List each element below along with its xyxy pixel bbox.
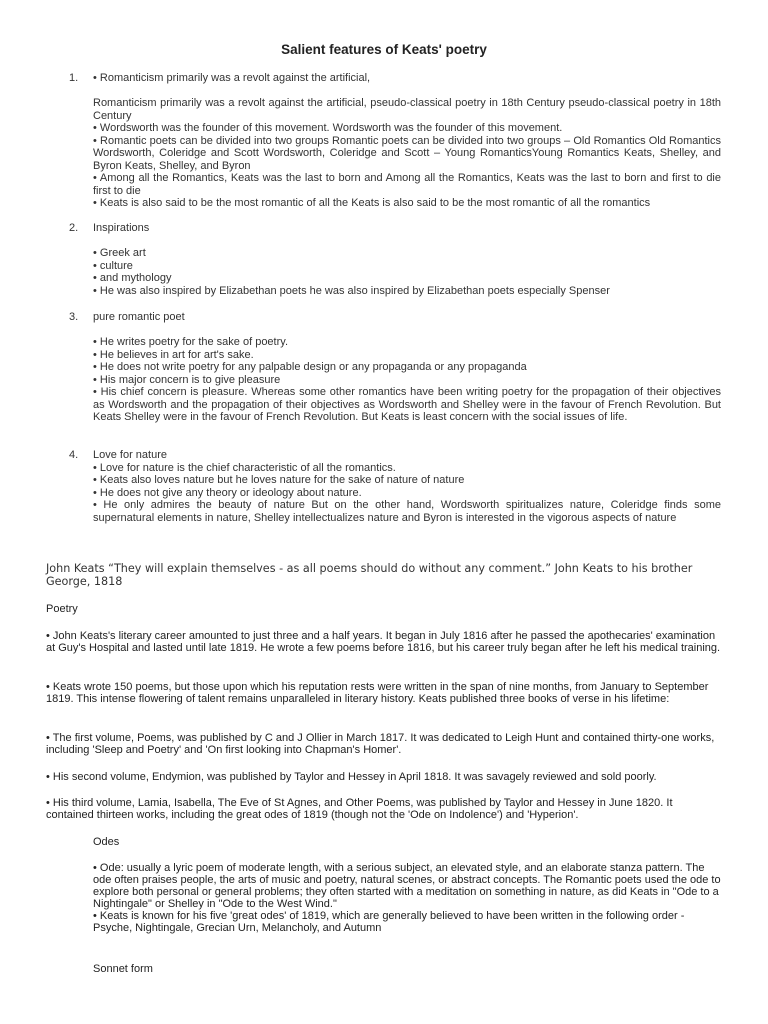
list-number: 2. (69, 222, 79, 234)
section-line: • His major concern is to give pleasure (93, 373, 281, 386)
section-line: • Keats is also said to be the most romantic of all the Keats is also said to be the most romantic of all the romantics (93, 197, 651, 209)
odes-heading: Odes (93, 836, 120, 848)
poetry-heading: Poetry (46, 603, 78, 615)
odes-block (93, 862, 723, 934)
section-heading: • Romanticism primarily was a revolt against the artificial, (93, 72, 371, 84)
section-line: Romanticism primarily was a revolt against the artificial, pseudo-classical poetry in 18th Century pseudo-classical poetry in 18th Century (93, 97, 721, 122)
section-line: • Wordsworth was the founder of this movement. Wordsworth was the founder of this movement. (93, 122, 563, 134)
poetry-paragraph: • His second volume, Endymion, was published by Taylor and Hessey in April 1818. It was savagely reviewed and sold poorly. (46, 771, 657, 783)
poetry-paragraph: • Keats wrote 150 poems, but those upon which his reputation rests were written in the span of nine months, from January to September 1819. This intense flowering of talent remains unparalleled in literary history. Keats published three books of verse in his lifetime: (46, 681, 709, 705)
poetry-paragraph: • His third volume, Lamia, Isabella, The Eve of St Agnes, and Other Poems, was published by Taylor and Hessey in June 1820. It contained thirteen works, including the great odes of 1819 (though not the 'Ode on Indolence') and 'Hyperion'. (46, 797, 673, 821)
list-number: 4. (69, 449, 79, 461)
section-line: • He was also inspired by Elizabethan poets he was also inspired by Elizabethan poets especially Spenser (93, 284, 610, 297)
keats-quote: John Keats “They will explain themselves - as all poems should do without any comment.” John Keats to his brother George, 1818 (46, 562, 693, 588)
section-heading: Love for nature (93, 449, 167, 461)
section-line: • Among all the Romantics, Keats was the last to born and Among all the Romantics, Keats was the last to born and first to die first to die (93, 172, 721, 197)
poetry-paragraph: • The first volume, Poems, was published by C and J Ollier in March 1817. It was dedicated to Leigh Hunt and contained thirty-one works, including 'Sleep and Poetry' and 'On first looking into Chapman's Homer'. (46, 732, 715, 756)
section-line: • He writes poetry for the sake of poetry. (93, 336, 289, 348)
section-line: • He does not write poetry for any palpable design or any propaganda or any propaganda (93, 361, 527, 373)
list-number: 3. (69, 311, 79, 323)
section-line: • Greek art (93, 247, 146, 259)
list-item-pure-romantic-poet (69, 311, 721, 424)
section-line: • His chief concern is pleasure. Whereas some other romantics have been writing poetry for the propagation of their objectives as Wordsworth and the propagation of their objectives as Wordsworth and Shelley were in the favour of French Revolution. But Keats Shelley were in the favour of French Revolution. But Keats is least concern with the social issues of life. (93, 386, 721, 423)
section-line: • culture (93, 259, 133, 272)
section-heading: Inspirations (93, 222, 150, 234)
list-item-love-for-nature (69, 449, 721, 524)
list-number: 1. (69, 72, 79, 84)
section-line: • He believes in art for art's sake. (93, 348, 254, 361)
section-line: • Love for nature is the chief characteristic of all the romantics. (93, 461, 396, 474)
sonnet-heading: Sonnet form (93, 963, 153, 975)
section-line: • Keats also loves nature but he loves nature for the sake of nature of nature (93, 474, 465, 486)
section-line: • He only admires the beauty of nature But on the other hand, Wordsworth spiritualizes nature, Coleridge finds some supernatural elements in nature, Shelley intellectualizes nature and Byron is interested in the vigorous aspects of nature (93, 499, 721, 524)
section-line: • Romantic poets can be divided into two groups Romantic poets can be divided into two groups – Old Romantics Old Romantics Wordsworth, Coleridge and Scott Wordsworth, Coleridge and Scott – Young RomanticsYoung Romantics Keats, Shelley, and Byron Keats, Shelley, and Byron (93, 134, 721, 172)
list-item-inspirations (69, 222, 721, 297)
section-line: • He does not give any theory or ideology about nature. (93, 486, 362, 499)
section-heading: pure romantic poet (93, 311, 185, 323)
poetry-paragraph: • John Keats's literary career amounted to just three and a half years. It began in July 1816 after he passed the apothecaries' examination at Guy's Hospital and lasted until late 1819. He wrote a few poems before 1816, but his career truly began after he left his medical training. (46, 630, 721, 654)
section-line: • and mythology (93, 272, 172, 284)
page-title: Salient features of Keats' poetry (281, 42, 487, 57)
odes-paragraph: • Ode: usually a lyric poem of moderate length, with a serious subject, an elevated style, and an elaborate stanza pattern. The ode often praises people, the arts of music and poetry, natural scenes, or abstract concepts. The Romantic poets used the ode to explore both personal or general problems; they often started with a meditation on something in nature, as did Keats in "Ode to a Nightingale" or Shelley in "Ode to the West Wind." (93, 862, 721, 910)
odes-paragraph: • Keats is known for his five 'great odes' of 1819, which are generally believed to have been written in the following order - Psyche, Nightingale, Grecian Urn, Melancholy, and Autumn (93, 910, 685, 934)
list-item-romanticism (69, 72, 721, 210)
